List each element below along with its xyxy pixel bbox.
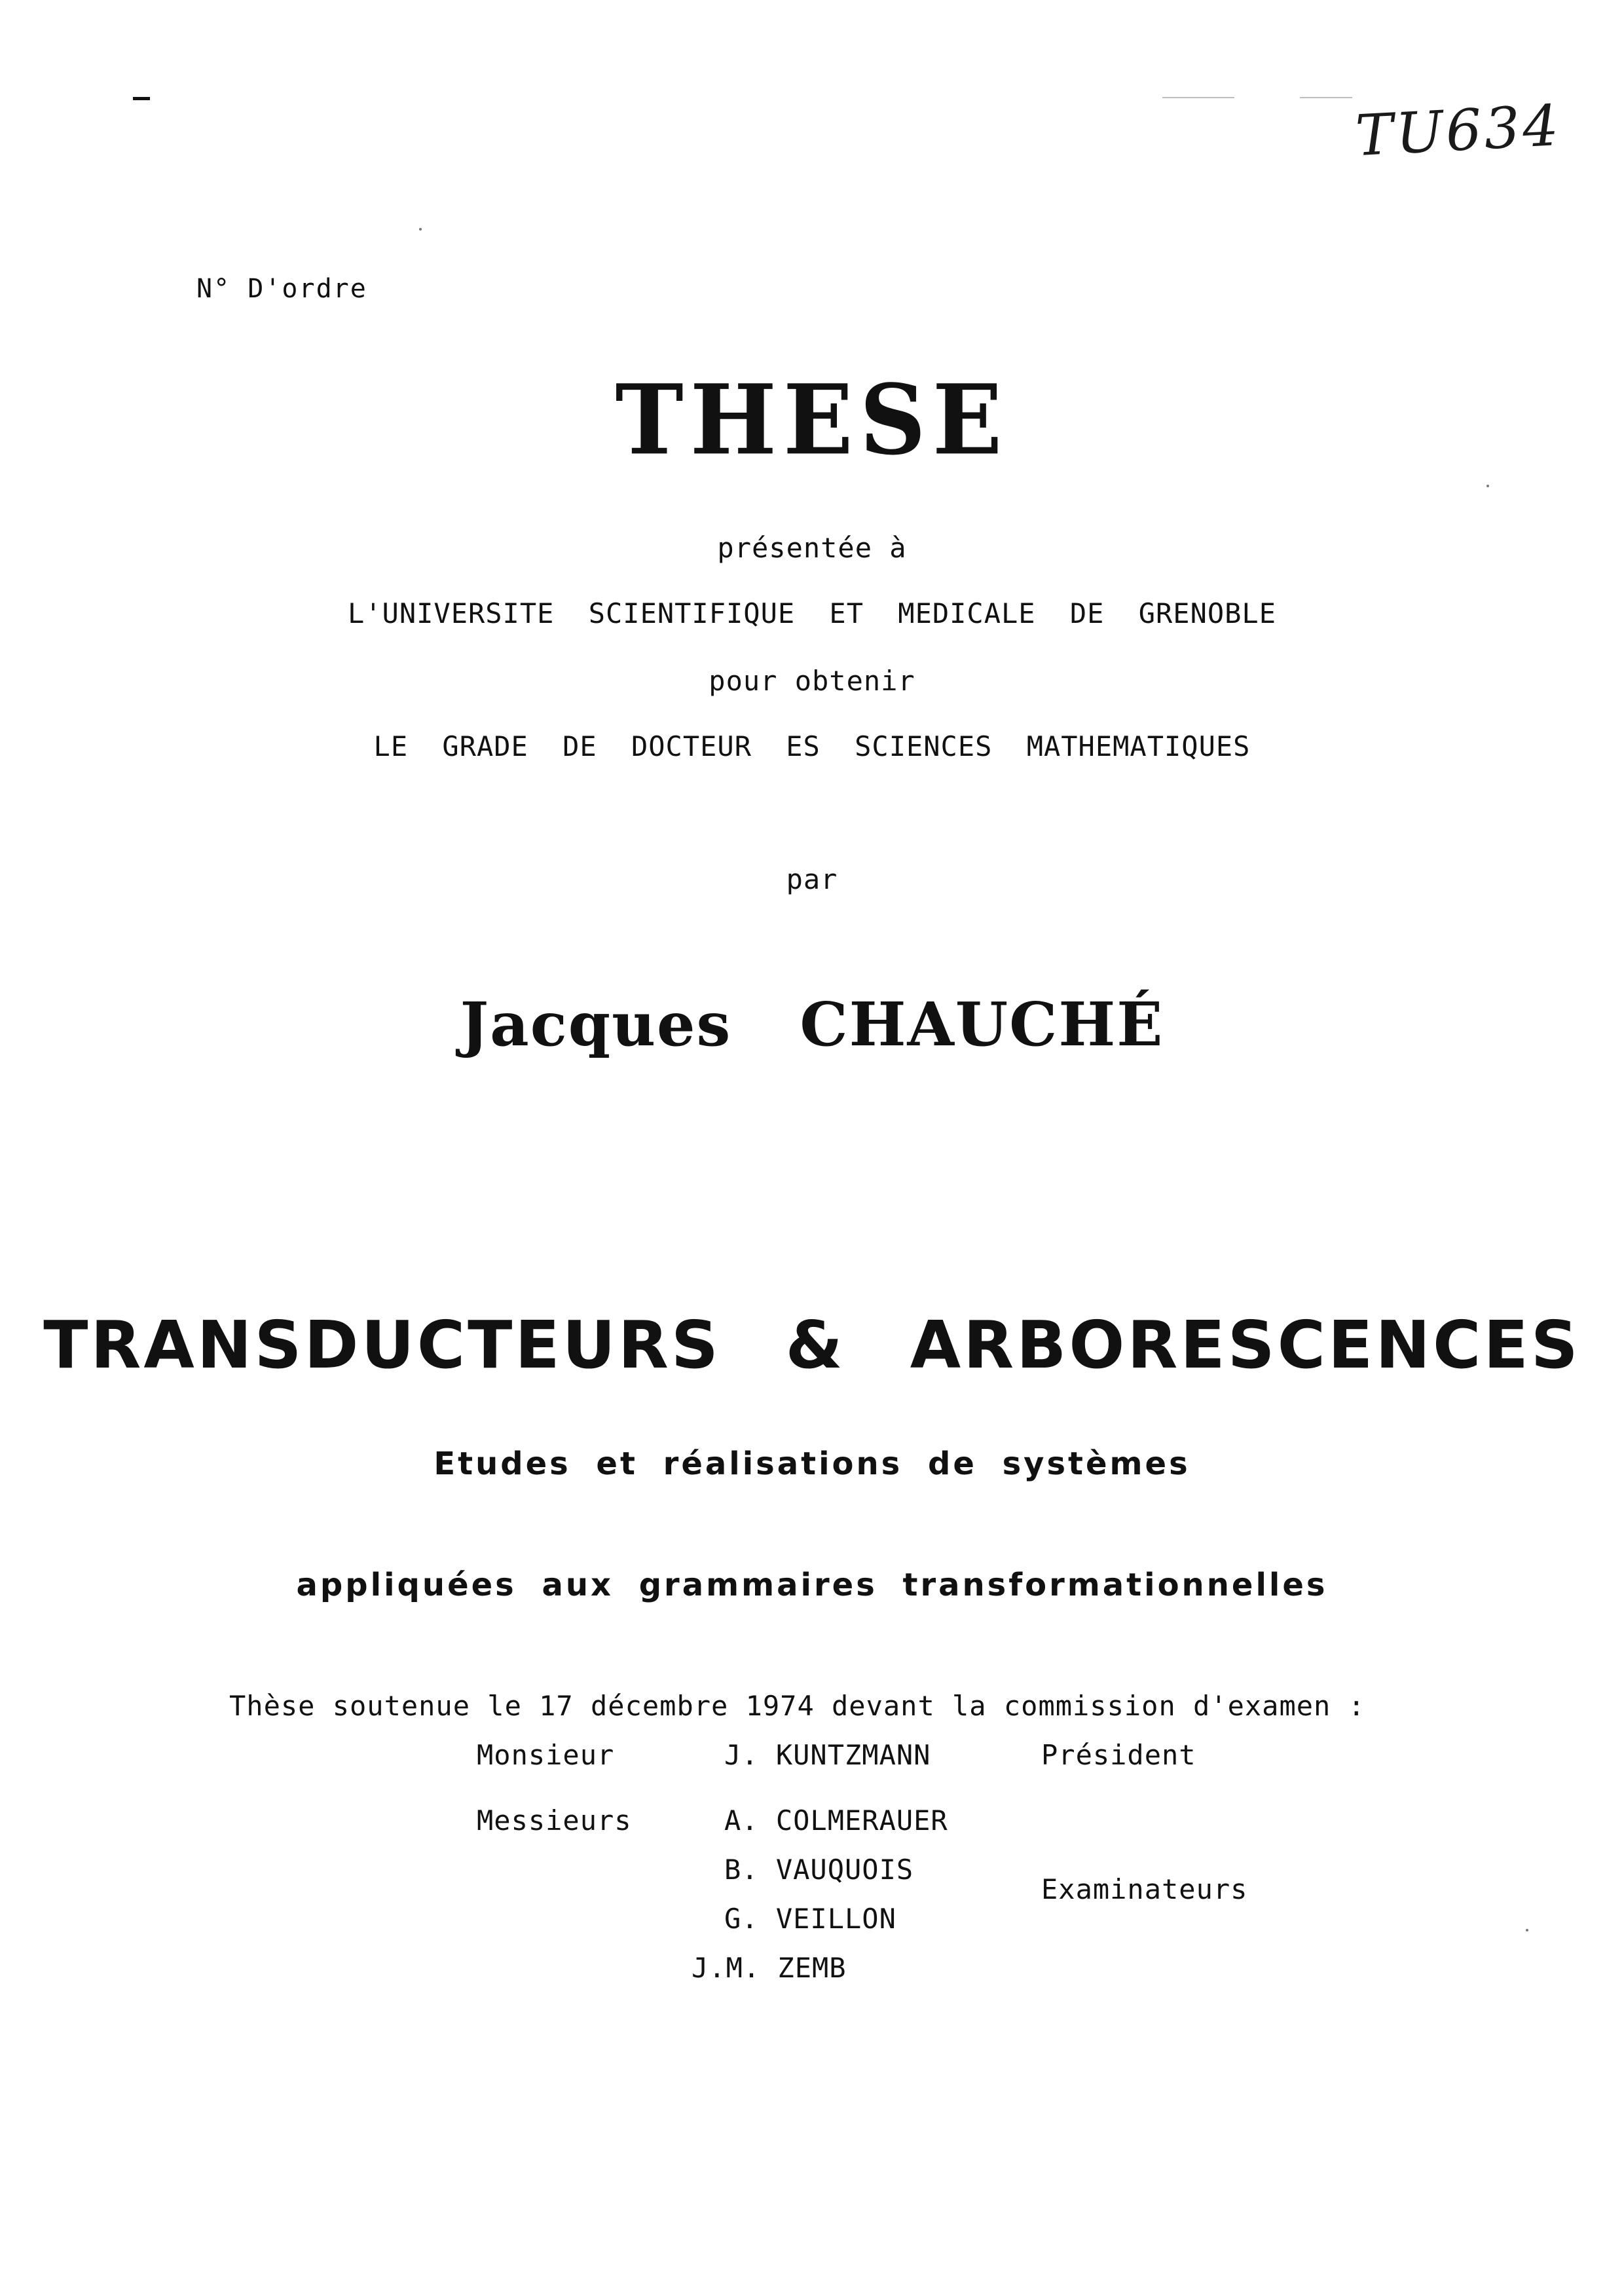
jury-president-name: J. KUNTZMANN <box>724 1739 931 1771</box>
ordre-number-label: N° D'ordre <box>196 274 367 304</box>
jury-examinateur-name: G. VEILLON <box>724 1903 896 1935</box>
jury-examinateur-name: B. VAUQUOIS <box>724 1854 914 1886</box>
jury-examinateur-name: A. COLMERAUER <box>724 1804 948 1837</box>
scan-speck <box>419 228 422 231</box>
jury-examinateur-name: J.M. ZEMB <box>692 1952 847 1984</box>
author-name: Jacques CHAUCHÉ <box>460 989 1164 1060</box>
subtitle-line-2: appliquées aux grammaires transformationnelles <box>296 1567 1328 1603</box>
defense-statement: Thèse soutenue le 17 décembre 1974 devant la commission d'examen : <box>229 1690 1365 1722</box>
par-line: par <box>786 863 838 895</box>
universite-line: L'UNIVERSITE SCIENTIFIQUE ET MEDICALE DE GRENOBLE <box>347 597 1277 629</box>
subtitle-line-1: Etudes et réalisations de systèmes <box>434 1446 1190 1482</box>
jury-monsieur-label: Monsieur <box>477 1739 615 1771</box>
grade-line: LE GRADE DE DOCTEUR ES SCIENCES MATHEMATIQUES <box>373 730 1251 762</box>
scan-faint-line <box>1162 97 1234 98</box>
jury-messieurs-label: Messieurs <box>477 1804 632 1837</box>
thesis-title: TRANSDUCTEURS & ARBORESCENCES <box>43 1307 1581 1383</box>
scan-faint-line <box>1300 97 1352 98</box>
jury-examinateurs-role: Examinateurs <box>1041 1873 1248 1905</box>
jury-president-role: Président <box>1041 1739 1196 1771</box>
scan-speck <box>1486 485 1489 487</box>
archive-stamp: TU634 <box>1354 92 1563 170</box>
presentee-line: présentée à <box>717 532 907 564</box>
obtenir-line: pour obtenir <box>709 665 915 697</box>
page-title: THESE <box>615 364 1009 477</box>
scan-speck <box>1526 1929 1528 1931</box>
scan-dash-mark <box>133 97 150 100</box>
